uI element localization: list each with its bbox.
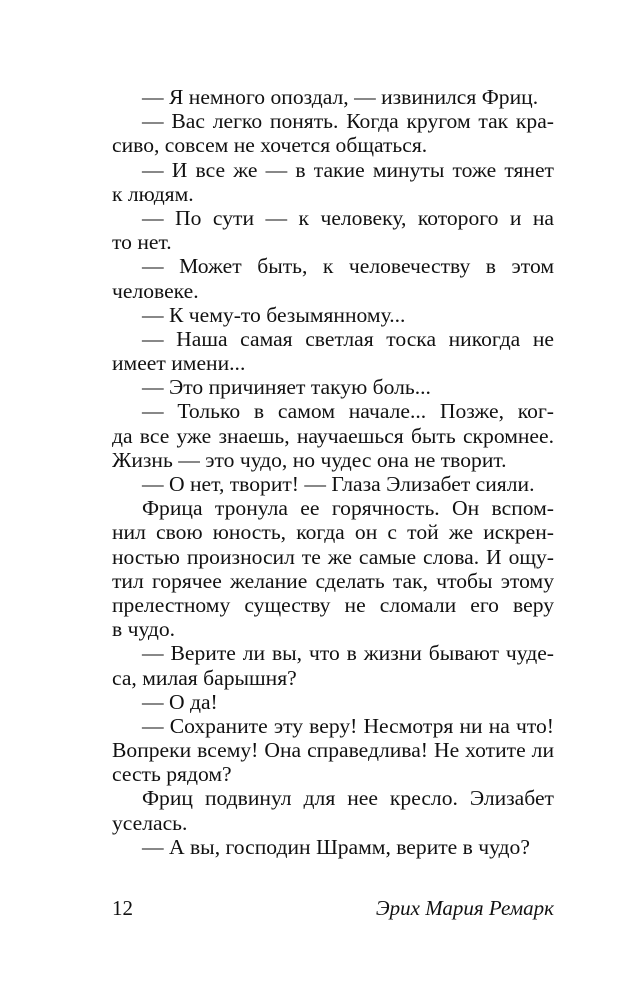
text-line: — О нет, творит! — Глаза Элизабет сияли. — [142, 472, 535, 496]
page-number: 12 — [112, 896, 133, 920]
text-line: человеке. — [112, 278, 199, 303]
text-line: Вопреки всему! Она справедлива! Не хотите ли — [112, 738, 554, 763]
text-line: — К чему-то безымянному... — [142, 302, 406, 327]
text-line: — Верите ли вы, что в жизни бывают чуде- — [142, 641, 554, 666]
text-line: — Это причиняет такую боль... — [142, 375, 431, 400]
running-footer-author: Эрих Мария Ремарк — [375, 896, 554, 920]
text-line: уселась. — [112, 810, 188, 835]
text-line: — О да! — [142, 689, 218, 714]
text-line: в чудо. — [112, 617, 176, 642]
text-line: — По сути — к человеку, которого и на — [142, 205, 554, 230]
text-line: — А вы, господин Шрамм, верите в чудо? — [142, 834, 530, 859]
text-line: — Я немного опоздал, — извинился Фриц. — [142, 85, 539, 109]
text-line: к людям. — [112, 181, 194, 206]
text-line: сиво, совсем не хочется общаться. — [112, 133, 428, 158]
text-line: прелестному существу не сломали его веру — [112, 592, 554, 617]
text-line: са, милая барышня? — [112, 665, 297, 690]
text-line: тил горячее желание сделать так, чтобы этому — [112, 568, 554, 593]
text-line: то нет. — [112, 230, 172, 255]
text-line: — Может быть, к человечеству в этом — [142, 254, 554, 279]
text-line: — Только в самом начале... Позже, ког- — [142, 399, 554, 424]
text-line: Фрица тронула ее горячность. Он вспом- — [142, 496, 554, 521]
text-line: Фриц подвинул для нее кресло. Элизабет — [142, 786, 554, 811]
text-line: нил свою юность, когда он с той же искрен- — [112, 520, 554, 545]
text-line: сесть рядом? — [112, 762, 232, 787]
text-line: Жизнь — это чудо, но чудес она не творит. — [112, 447, 507, 472]
text-line: имеет имени... — [112, 351, 246, 376]
page-text — [112, 85, 554, 859]
text-line: ностью произносил те же самые слова. И ощу- — [112, 544, 554, 569]
text-line: да все уже знаешь, научаешься быть скромнее. — [112, 423, 554, 448]
text-line: — Наша самая светлая тоска никогда не — [142, 326, 554, 351]
text-line: — Вас легко понять. Когда кругом так кра- — [142, 109, 554, 134]
text-line: — Сохраните эту веру! Несмотря ни на что! — [142, 713, 554, 738]
text-line: — И все же — в такие минуты тоже тянет — [142, 157, 554, 182]
